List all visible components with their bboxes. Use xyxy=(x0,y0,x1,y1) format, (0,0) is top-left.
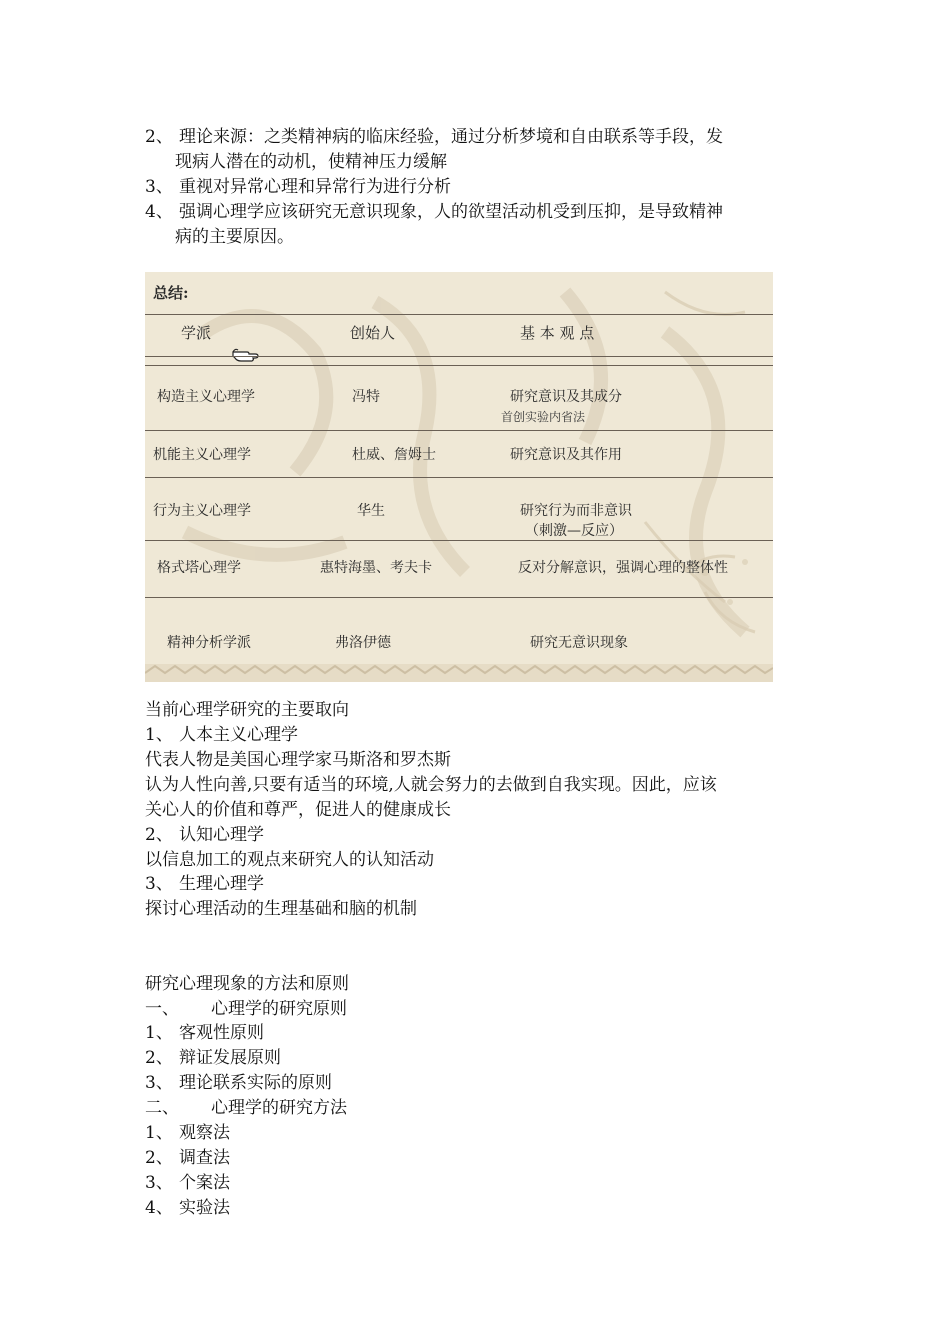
table-rule xyxy=(145,597,773,598)
section-heading: 当前心理学研究的主要取向 xyxy=(145,700,349,720)
section-heading: 研究心理现象的方法和原则 xyxy=(145,974,349,994)
table-rule xyxy=(145,430,773,431)
table-rule xyxy=(145,477,773,478)
subsection-heading: 一、 心理学的研究原则 xyxy=(145,999,347,1019)
paragraph-line: 探讨心理活动的生理基础和脑的机制 xyxy=(145,899,417,919)
table-rule xyxy=(145,540,773,541)
list-item: 1、 人本主义心理学 xyxy=(145,725,298,745)
row-founder: 惠特海墨、考夫卡 xyxy=(320,560,432,576)
list-item: 2、 理论来源：之类精神病的临床经验，通过分析梦境和自由联系等手段，发 xyxy=(145,127,723,147)
row-school: 精神分析学派 xyxy=(167,635,251,651)
row-note: （刺激—反应） xyxy=(525,523,623,539)
list-item: 3、 生理心理学 xyxy=(145,874,264,894)
list-item: 2、 辩证发展原则 xyxy=(145,1048,281,1068)
paragraph-line: 代表人物是美国心理学家马斯洛和罗杰斯 xyxy=(145,750,451,770)
row-founder: 弗洛伊德 xyxy=(335,635,391,651)
row-view: 研究无意识现象 xyxy=(530,635,628,651)
row-view: 研究意识及其作用 xyxy=(510,447,622,463)
list-item-continuation: 病的主要原因。 xyxy=(175,227,294,247)
summary-table-image xyxy=(145,272,773,682)
row-founder: 华生 xyxy=(357,503,385,519)
paragraph-line: 认为人性向善,只要有适当的环境,人就会努力的去做到自我实现。因此，应该 xyxy=(145,775,717,795)
header-founder: 创始人 xyxy=(350,324,396,342)
row-school: 构造主义心理学 xyxy=(157,389,255,405)
row-founder: 冯特 xyxy=(352,389,380,405)
list-item: 2、 调查法 xyxy=(145,1148,230,1168)
summary-title: 总结: xyxy=(153,284,189,302)
list-item: 4、 实验法 xyxy=(145,1198,230,1218)
table-rule xyxy=(145,356,773,357)
row-view: 反对分解意识，强调心理的整体性 xyxy=(518,560,728,576)
row-view: 研究行为而非意识 xyxy=(520,503,632,519)
row-note: 首创实验内省法 xyxy=(501,410,586,424)
list-item: 3、 重视对异常心理和异常行为进行分析 xyxy=(145,177,451,197)
list-item: 3、 个案法 xyxy=(145,1173,230,1193)
row-school: 格式塔心理学 xyxy=(157,560,241,576)
list-item: 1、 客观性原则 xyxy=(145,1023,264,1043)
table-rule xyxy=(145,314,773,315)
subsection-heading: 二、 心理学的研究方法 xyxy=(145,1098,347,1118)
row-school: 机能主义心理学 xyxy=(153,447,251,463)
pointing-hand-icon xyxy=(231,344,261,364)
header-view: 基 本 观 点 xyxy=(520,324,595,342)
row-school: 行为主义心理学 xyxy=(153,503,251,519)
list-item: 2、 认知心理学 xyxy=(145,825,264,845)
paragraph-line: 以信息加工的观点来研究人的认知活动 xyxy=(145,850,434,870)
row-view: 研究意识及其成分 xyxy=(510,389,622,405)
header-school: 学派 xyxy=(181,324,212,342)
row-founder: 杜威、詹姆士 xyxy=(352,447,436,463)
paragraph-line: 关心人的价值和尊严，促进人的健康成长 xyxy=(145,800,451,820)
list-item-continuation: 现病人潜在的动机，使精神压力缓解 xyxy=(175,152,447,172)
table-rule xyxy=(145,365,773,366)
list-item: 4、 强调心理学应该研究无意识现象，人的欲望活动机受到压抑，是导致精神 xyxy=(145,202,723,222)
list-item: 1、 观察法 xyxy=(145,1123,230,1143)
list-item: 3、 理论联系实际的原则 xyxy=(145,1073,332,1093)
